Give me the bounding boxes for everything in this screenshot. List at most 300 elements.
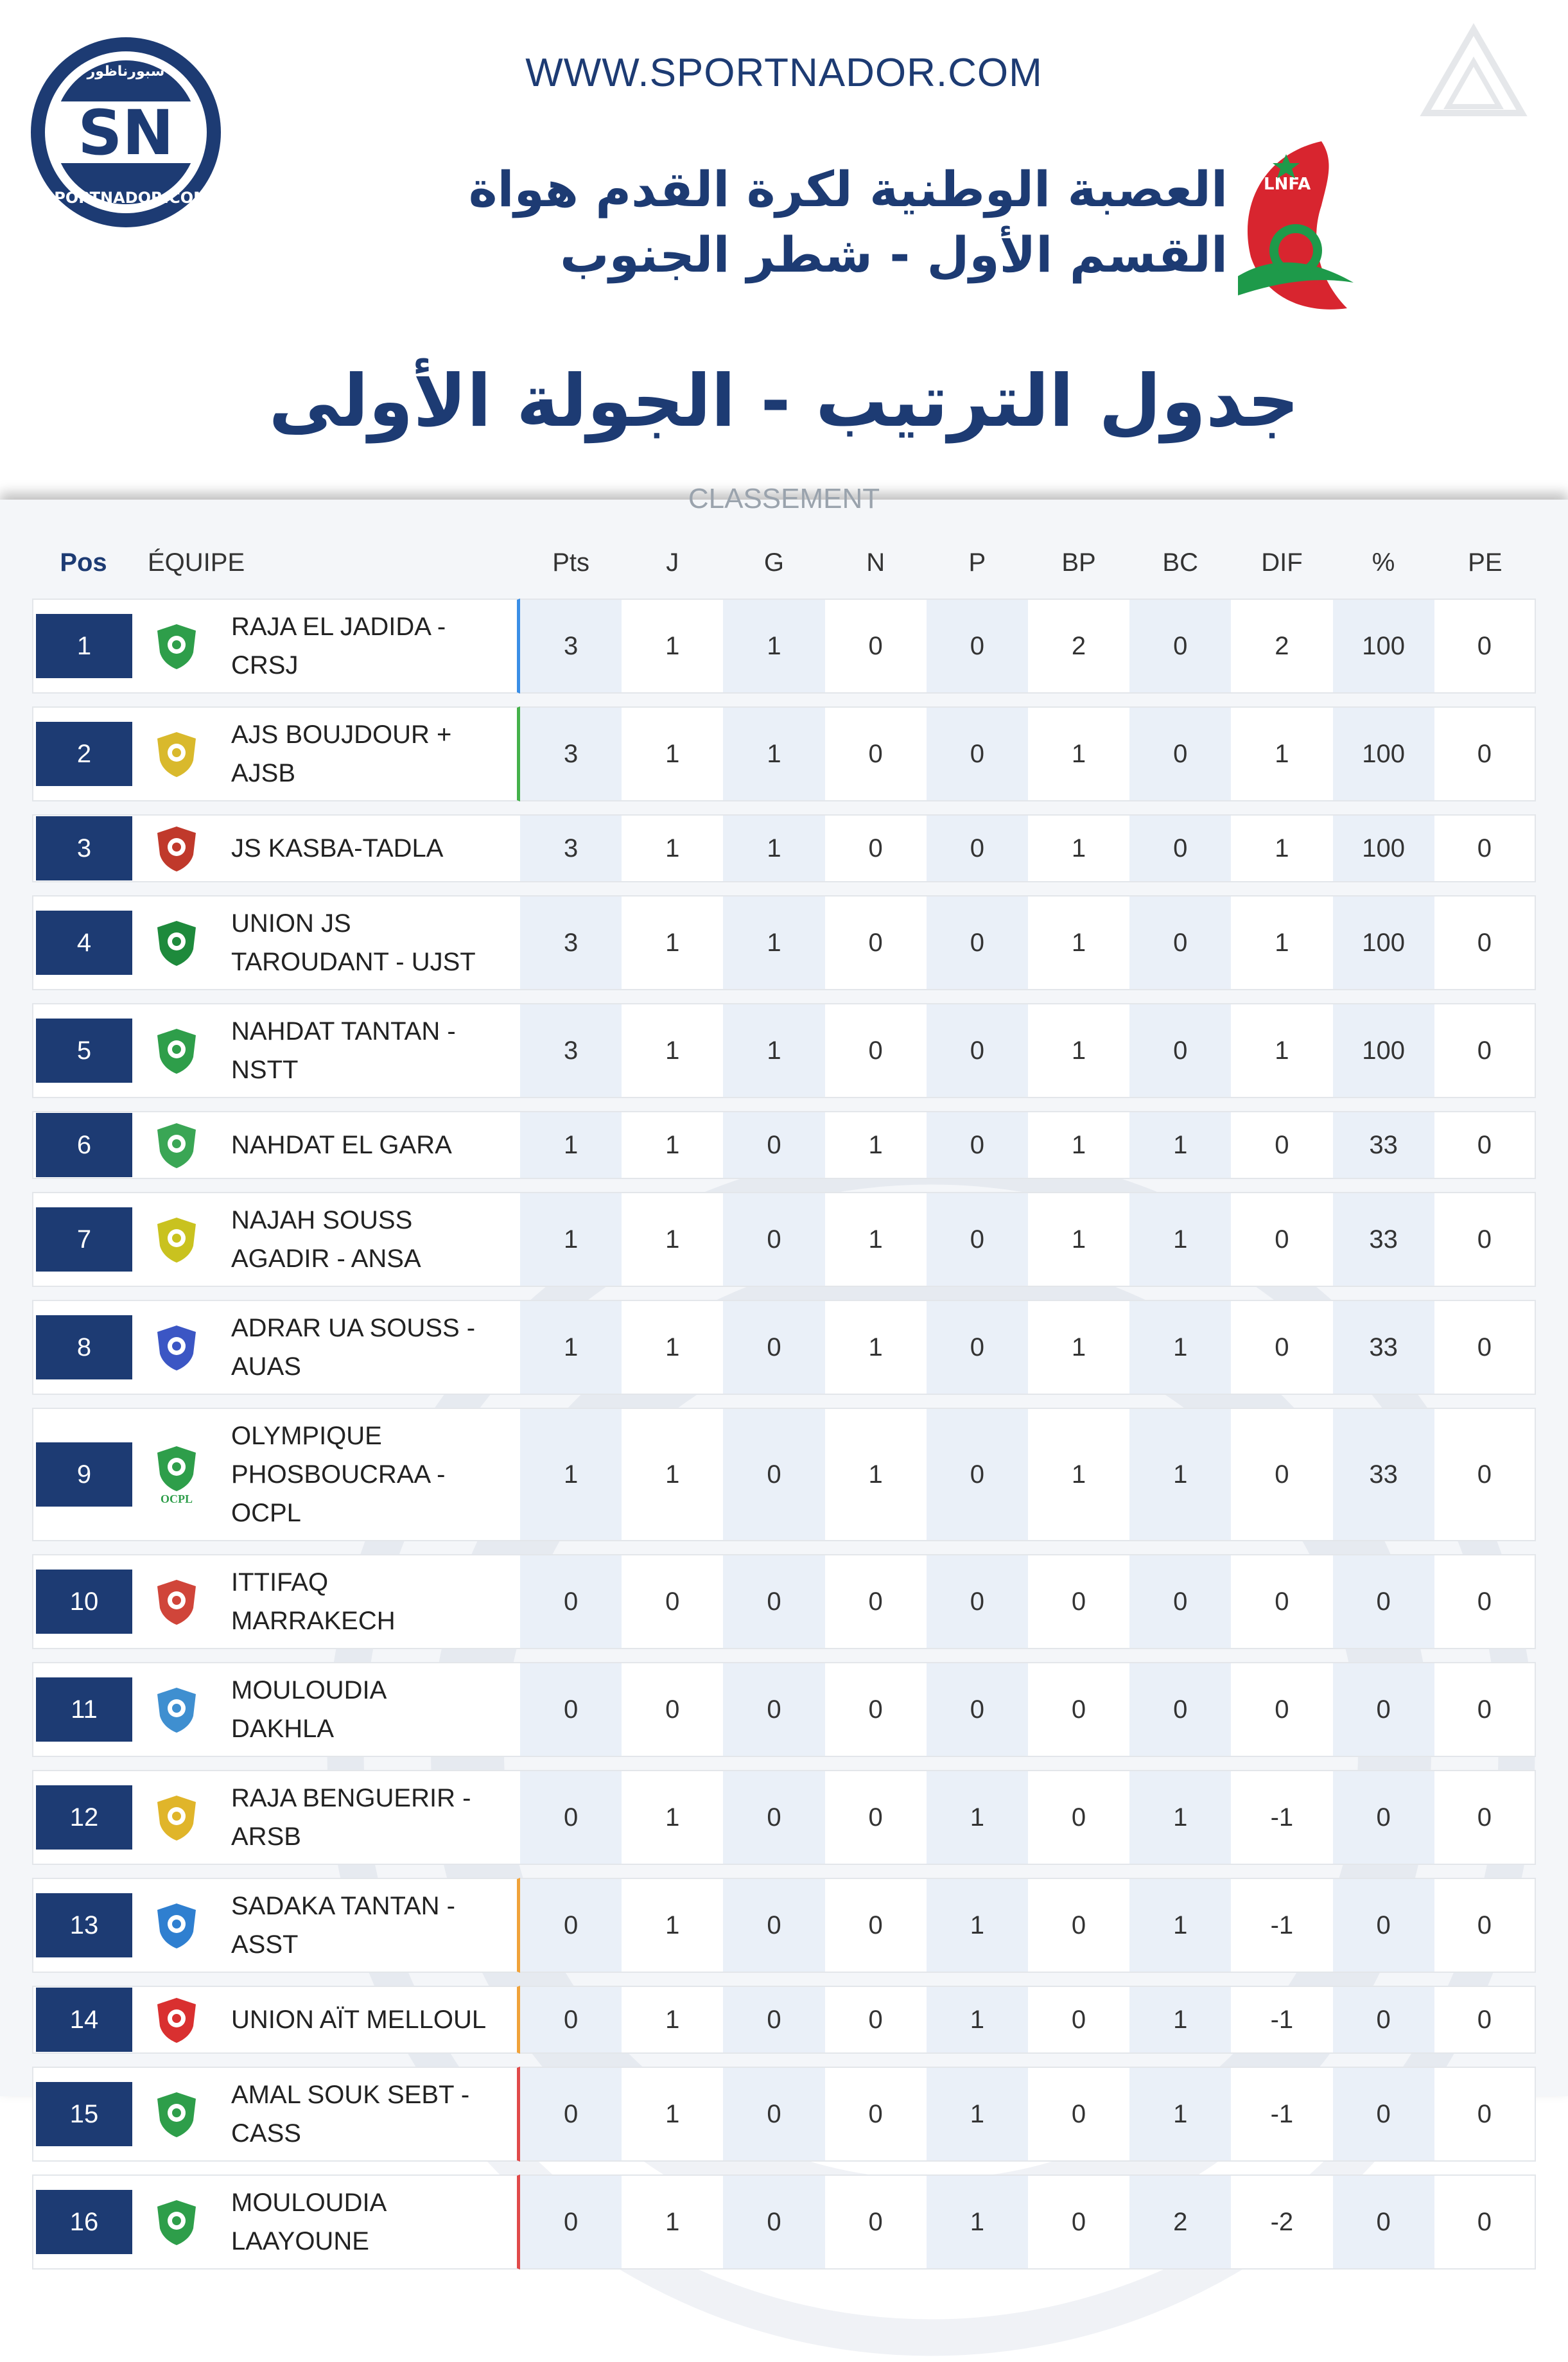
stat-n: 0	[825, 599, 927, 694]
stat-j: 1	[622, 814, 723, 882]
stat-n: 1	[825, 1192, 927, 1287]
position-badge: 2	[36, 722, 132, 786]
table-row[interactable]	[32, 706, 1536, 801]
stat-dif: 0	[1231, 1408, 1332, 1541]
stat-p: 1	[927, 1986, 1028, 2054]
stat-p: 1	[927, 2067, 1028, 2162]
stat-n: 0	[825, 1770, 927, 1865]
stat-p: 0	[927, 1662, 1028, 1757]
stat-pct: 0	[1333, 1554, 1434, 1649]
stat-pe: 0	[1434, 1003, 1536, 1098]
col-header-pe[interactable]: PE	[1468, 548, 1503, 577]
stat-p: 0	[927, 1554, 1028, 1649]
team-crest-icon	[152, 1901, 201, 1950]
team-name-line: AJSB	[231, 759, 296, 787]
team-name-cell[interactable]	[218, 1770, 520, 1865]
stat-pe: 0	[1434, 1878, 1536, 1973]
stat-g: 1	[723, 814, 824, 882]
sn-bottom-text: SPORTNADOR.COM	[43, 189, 209, 207]
team-crest-icon	[152, 1685, 201, 1734]
stat-pct: 0	[1333, 1662, 1434, 1757]
stat-bp: 0	[1028, 1554, 1129, 1649]
table-row[interactable]	[32, 1192, 1536, 1287]
stat-bc: 1	[1129, 1770, 1231, 1865]
team-name-line: AMAL SOUK SEBT -	[231, 2081, 470, 2109]
team-name-cell[interactable]	[218, 1300, 520, 1395]
stat-dif: 1	[1231, 1003, 1332, 1098]
team-name-cell[interactable]	[218, 706, 520, 801]
stat-j: 1	[622, 599, 723, 694]
team-name-cell[interactable]	[218, 1192, 520, 1287]
stat-pts: 0	[520, 1662, 622, 1757]
lnfa-logo	[1225, 128, 1366, 321]
team-name-cell[interactable]	[218, 1111, 520, 1179]
stat-bc: 0	[1129, 1662, 1231, 1757]
stat-g: 0	[723, 2067, 824, 2162]
col-header-pos[interactable]: Pos	[60, 548, 107, 577]
stat-pts: 0	[520, 1986, 622, 2054]
position-cell	[32, 706, 135, 801]
stat-p: 0	[927, 1003, 1028, 1098]
stat-bc: 1	[1129, 1192, 1231, 1287]
crest-cell	[135, 1192, 218, 1287]
stat-bc: 0	[1129, 706, 1231, 801]
stat-n: 1	[825, 1300, 927, 1395]
league-name: العصبة الوطنية لكرة القدم هواة	[468, 161, 1228, 218]
team-name-line: RAJA EL JADIDA -	[231, 613, 446, 641]
position-badge: 11	[36, 1677, 132, 1742]
crest-cell	[135, 1300, 218, 1395]
stat-bp: 1	[1028, 814, 1129, 882]
stat-pct: 100	[1333, 1003, 1434, 1098]
stat-pts: 3	[520, 599, 622, 694]
stat-bc: 1	[1129, 1111, 1231, 1179]
stat-bc: 0	[1129, 599, 1231, 694]
stat-g: 0	[723, 1554, 824, 1649]
stat-pct: 0	[1333, 1986, 1434, 2054]
position-cell	[32, 1192, 135, 1287]
stat-dif: 2	[1231, 599, 1332, 694]
position-cell	[32, 1662, 135, 1757]
position-cell	[32, 1878, 135, 1973]
stat-dif: 0	[1231, 1111, 1332, 1179]
stat-pe: 0	[1434, 1111, 1536, 1179]
position-cell	[32, 1003, 135, 1098]
stat-pct: 0	[1333, 1878, 1434, 1973]
table-row[interactable]	[32, 2067, 1536, 2162]
col-header-j[interactable]: J	[666, 548, 679, 577]
table-row[interactable]	[32, 1111, 1536, 1179]
team-crest-icon	[152, 1026, 201, 1075]
position-badge: 13	[36, 1893, 132, 1957]
stat-j: 1	[622, 1986, 723, 2054]
stat-dif: 0	[1231, 1662, 1332, 1757]
stat-pe: 0	[1434, 2067, 1536, 2162]
col-header-bc[interactable]: BC	[1162, 548, 1198, 577]
team-name-line: CASS	[231, 2119, 301, 2148]
team-name-line: AGADIR - ANSA	[231, 1245, 421, 1273]
stat-bp: 1	[1028, 1408, 1129, 1541]
stat-p: 0	[927, 706, 1028, 801]
stat-bp: 0	[1028, 1662, 1129, 1757]
team-name-cell[interactable]	[218, 814, 520, 882]
crest-cell	[135, 895, 218, 990]
team-crest-icon	[152, 730, 201, 778]
stat-pe: 0	[1434, 1300, 1536, 1395]
table-row[interactable]	[32, 1003, 1536, 1098]
stat-dif: -1	[1231, 1878, 1332, 1973]
stat-pts: 1	[520, 1192, 622, 1287]
stat-bp: 0	[1028, 1986, 1129, 2054]
team-name-line: NAHDAT TANTAN -	[231, 1017, 456, 1045]
team-name-cell[interactable]	[218, 599, 520, 694]
team-name-line: AUAS	[231, 1352, 301, 1381]
stat-p: 1	[927, 1770, 1028, 1865]
team-name-line: ASST	[231, 1930, 299, 1959]
stat-bp: 2	[1028, 599, 1129, 694]
team-crest-icon	[152, 2090, 201, 2139]
position-cell	[32, 1770, 135, 1865]
stat-j: 1	[622, 1003, 723, 1098]
page-title: جدول الترتيب - الجولة الأولى	[268, 360, 1300, 443]
stat-pts: 1	[520, 1408, 622, 1541]
table-row[interactable]	[32, 1408, 1536, 1541]
stat-n: 0	[825, 2067, 927, 2162]
stat-pct: 100	[1333, 814, 1434, 882]
stat-n: 0	[825, 706, 927, 801]
team-name-line: PHOSBOUCRAA -	[231, 1460, 446, 1489]
stat-bp: 1	[1028, 1192, 1129, 1287]
stat-pct: 100	[1333, 895, 1434, 990]
col-header-bp[interactable]: BP	[1061, 548, 1096, 577]
stat-g: 0	[723, 1408, 824, 1541]
team-name-cell[interactable]	[218, 1986, 520, 2054]
stat-n: 0	[825, 1986, 927, 2054]
team-crest-icon	[152, 1995, 201, 2044]
stat-p: 1	[927, 1878, 1028, 1973]
stat-j: 1	[622, 1111, 723, 1179]
stat-pe: 0	[1434, 895, 1536, 990]
stat-bc: 0	[1129, 895, 1231, 990]
stat-pts: 1	[520, 1111, 622, 1179]
stat-pe: 0	[1434, 1408, 1536, 1541]
crest-cell	[135, 1662, 218, 1757]
stat-p: 0	[927, 1192, 1028, 1287]
stat-bc: 1	[1129, 1408, 1231, 1541]
position-cell	[32, 1111, 135, 1179]
stat-bp: 1	[1028, 706, 1129, 801]
stat-pct: 100	[1333, 706, 1434, 801]
team-crest-icon	[152, 1215, 201, 1264]
table-row[interactable]	[32, 2174, 1536, 2270]
team-name-line: ARSB	[231, 1823, 301, 1851]
stat-n: 0	[825, 1878, 927, 1973]
position-badge: 12	[36, 1785, 132, 1850]
stat-p: 0	[927, 1300, 1028, 1395]
table-row[interactable]	[32, 1662, 1536, 1757]
team-name-cell[interactable]	[218, 2174, 520, 2270]
site-url[interactable]: WWW.SPORTNADOR.COM	[525, 51, 1043, 95]
team-name-line: JS KASBA-TADLA	[231, 834, 444, 862]
section-label: CLASSEMENT	[688, 483, 880, 514]
corner-mark-icon	[1419, 23, 1528, 126]
stat-bp: 0	[1028, 1770, 1129, 1865]
crest-cell	[135, 1408, 218, 1541]
stat-dif: -1	[1231, 1986, 1332, 2054]
position-badge: 5	[36, 1019, 132, 1083]
team-crest-icon	[152, 824, 201, 873]
stat-p: 0	[927, 599, 1028, 694]
position-cell	[32, 1554, 135, 1649]
crest-cell	[135, 599, 218, 694]
stat-bp: 0	[1028, 2174, 1129, 2270]
stat-bc: 1	[1129, 2067, 1231, 2162]
table-row[interactable]	[32, 1554, 1536, 1649]
team-name-line: NAJAH SOUSS	[231, 1206, 413, 1234]
stat-g: 1	[723, 706, 824, 801]
stat-pe: 0	[1434, 706, 1536, 801]
stat-j: 1	[622, 895, 723, 990]
stat-bp: 0	[1028, 1878, 1129, 1973]
crest-cell	[135, 2067, 218, 2162]
position-badge: 7	[36, 1207, 132, 1272]
stat-pct: 0	[1333, 1770, 1434, 1865]
stat-pts: 0	[520, 1554, 622, 1649]
team-name-cell[interactable]	[218, 895, 520, 990]
stat-pts: 0	[520, 1878, 622, 1973]
stat-bp: 1	[1028, 895, 1129, 990]
stat-g: 0	[723, 1111, 824, 1179]
stat-pe: 0	[1434, 1192, 1536, 1287]
position-badge: 8	[36, 1315, 132, 1379]
stat-g: 0	[723, 1986, 824, 2054]
team-name-cell[interactable]	[218, 1003, 520, 1098]
team-crest-icon	[152, 1121, 201, 1169]
division-name: القسم الأول - شطر الجنوب	[560, 226, 1228, 283]
stat-pct: 33	[1333, 1192, 1434, 1287]
table-header-row	[32, 539, 1536, 586]
stat-j: 1	[622, 706, 723, 801]
stat-pts: 3	[520, 895, 622, 990]
col-header-team[interactable]: ÉQUIPE	[148, 548, 245, 577]
stat-pts: 1	[520, 1300, 622, 1395]
stat-g: 1	[723, 895, 824, 990]
stat-dif: 1	[1231, 814, 1332, 882]
team-crest-icon	[152, 1793, 201, 1842]
table-row[interactable]	[32, 1878, 1536, 1973]
position-badge: 4	[36, 911, 132, 975]
table-row[interactable]	[32, 814, 1536, 882]
stat-pts: 3	[520, 814, 622, 882]
stat-n: 0	[825, 1003, 927, 1098]
stat-bc: 2	[1129, 2174, 1231, 2270]
position-cell	[32, 1986, 135, 2054]
crest-cell	[135, 1878, 218, 1973]
stat-n: 0	[825, 814, 927, 882]
team-name-cell[interactable]	[218, 1408, 520, 1541]
team-name-line: UNION AÏT MELLOUL	[231, 2006, 487, 2034]
stat-g: 0	[723, 1192, 824, 1287]
stat-j: 1	[622, 2067, 723, 2162]
stat-pe: 0	[1434, 1554, 1536, 1649]
stat-pts: 0	[520, 1770, 622, 1865]
team-name-line: AJS BOUJDOUR +	[231, 721, 452, 749]
crest-cell	[135, 706, 218, 801]
team-name-line: NSTT	[231, 1056, 299, 1084]
stat-bc: 0	[1129, 1003, 1231, 1098]
stat-dif: 1	[1231, 706, 1332, 801]
stat-pct: 0	[1333, 2067, 1434, 2162]
team-name-line: UNION JS	[231, 909, 351, 938]
stat-pe: 0	[1434, 1986, 1536, 2054]
stat-p: 0	[927, 1408, 1028, 1541]
stat-pe: 0	[1434, 1662, 1536, 1757]
col-header-g[interactable]: G	[763, 548, 785, 577]
team-name-cell[interactable]	[218, 2067, 520, 2162]
stat-pe: 0	[1434, 814, 1536, 882]
col-header-pts[interactable]: Pts	[552, 548, 589, 577]
stat-n: 0	[825, 1662, 927, 1757]
stat-dif: -2	[1231, 2174, 1332, 2270]
stat-n: 1	[825, 1111, 927, 1179]
crest-cell	[135, 1770, 218, 1865]
team-name-line: MOULOUDIA	[231, 2189, 387, 2217]
position-cell	[32, 1408, 135, 1541]
position-badge: 14	[36, 1988, 132, 2052]
team-name-line: DAKHLA	[231, 1715, 335, 1743]
stat-bc: 1	[1129, 1986, 1231, 2054]
stat-pct: 33	[1333, 1300, 1434, 1395]
standings-body	[32, 599, 1536, 2270]
stat-pts: 0	[520, 2174, 622, 2270]
stat-pct: 33	[1333, 1111, 1434, 1179]
team-crest-icon	[152, 918, 201, 967]
col-header-dif[interactable]: DIF	[1261, 548, 1303, 577]
stat-g: 0	[723, 1878, 824, 1973]
stat-n: 0	[825, 895, 927, 990]
team-name-line: LAAYOUNE	[231, 2227, 369, 2255]
sn-initials: SN	[78, 97, 174, 169]
stat-pe: 0	[1434, 2174, 1536, 2270]
position-cell	[32, 895, 135, 990]
stat-bp: 0	[1028, 2067, 1129, 2162]
stat-p: 0	[927, 895, 1028, 990]
stat-pts: 3	[520, 1003, 622, 1098]
col-header-p[interactable]: P	[968, 548, 986, 577]
crest-cell	[135, 1554, 218, 1649]
lnfa-initials: LNFA	[1264, 175, 1311, 194]
stat-bc: 0	[1129, 814, 1231, 882]
stat-j: 1	[622, 1878, 723, 1973]
col-header-n[interactable]: N	[866, 548, 885, 577]
position-cell	[32, 599, 135, 694]
stat-dif: 1	[1231, 895, 1332, 990]
stat-pe: 0	[1434, 599, 1536, 694]
position-badge: 16	[36, 2190, 132, 2254]
crest-cell	[135, 1111, 218, 1179]
stat-pts: 3	[520, 706, 622, 801]
stat-pe: 0	[1434, 1770, 1536, 1865]
table-row[interactable]	[32, 1770, 1536, 1865]
stat-dif: -1	[1231, 1770, 1332, 1865]
team-name-line: SADAKA TANTAN -	[231, 1892, 455, 1920]
team-name-line: ADRAR UA SOUSS -	[231, 1314, 476, 1342]
stat-g: 0	[723, 1662, 824, 1757]
crest-cell	[135, 1003, 218, 1098]
stat-g: 1	[723, 599, 824, 694]
team-crest-icon	[152, 1323, 201, 1372]
col-header-pct[interactable]: %	[1372, 548, 1395, 577]
position-badge: 3	[36, 816, 132, 880]
team-name-line: MOULOUDIA	[231, 1676, 387, 1704]
team-name-line: OCPL	[231, 1499, 301, 1527]
position-cell	[32, 1300, 135, 1395]
stat-bc: 1	[1129, 1300, 1231, 1395]
stat-dif: 0	[1231, 1554, 1332, 1649]
stat-n: 0	[825, 2174, 927, 2270]
position-badge: 1	[36, 614, 132, 678]
crest-cell	[135, 2174, 218, 2270]
stat-j: 0	[622, 1554, 723, 1649]
table-row[interactable]	[32, 1986, 1536, 2054]
stat-j: 1	[622, 1770, 723, 1865]
table-row[interactable]	[32, 599, 1536, 694]
team-crest-icon	[152, 1577, 201, 1626]
stat-pct: 33	[1333, 1408, 1434, 1541]
stat-j: 0	[622, 1662, 723, 1757]
stat-dif: 0	[1231, 1300, 1332, 1395]
stat-g: 0	[723, 2174, 824, 2270]
position-badge: 15	[36, 2082, 132, 2146]
team-name-line: CRSJ	[231, 651, 299, 679]
stat-bp: 1	[1028, 1003, 1129, 1098]
stat-p: 0	[927, 814, 1028, 882]
stat-bc: 0	[1129, 1554, 1231, 1649]
stat-j: 1	[622, 2174, 723, 2270]
position-cell	[32, 2174, 135, 2270]
stat-p: 1	[927, 2174, 1028, 2270]
table-row[interactable]	[32, 1300, 1536, 1395]
stat-j: 1	[622, 1300, 723, 1395]
team-name-cell[interactable]	[218, 1878, 520, 1973]
table-row[interactable]	[32, 895, 1536, 990]
team-name-cell[interactable]	[218, 1662, 520, 1757]
position-badge: 6	[36, 1113, 132, 1177]
standings-table	[32, 527, 1536, 2282]
crest-cell	[135, 1986, 218, 2054]
stat-bp: 1	[1028, 1300, 1129, 1395]
team-name-line: OLYMPIQUE	[231, 1422, 382, 1450]
team-crest-icon	[152, 2198, 201, 2246]
team-name-cell[interactable]	[218, 1554, 520, 1649]
crest-cell	[135, 814, 218, 882]
team-name-line: MARRAKECH	[231, 1607, 396, 1635]
stat-pct: 100	[1333, 599, 1434, 694]
stat-g: 0	[723, 1300, 824, 1395]
stat-dif: 0	[1231, 1192, 1332, 1287]
team-name-line: ITTIFAQ	[231, 1568, 329, 1597]
stat-j: 1	[622, 1192, 723, 1287]
stat-g: 0	[723, 1770, 824, 1865]
stat-pct: 0	[1333, 2174, 1434, 2270]
position-badge: 9	[36, 1442, 132, 1507]
header	[0, 0, 1568, 494]
team-name-line: NAHDAT EL GARA	[231, 1131, 452, 1159]
position-cell	[32, 2067, 135, 2162]
stat-pts: 0	[520, 2067, 622, 2162]
position-cell	[32, 814, 135, 882]
standings-table-wrapper	[32, 527, 1536, 2282]
